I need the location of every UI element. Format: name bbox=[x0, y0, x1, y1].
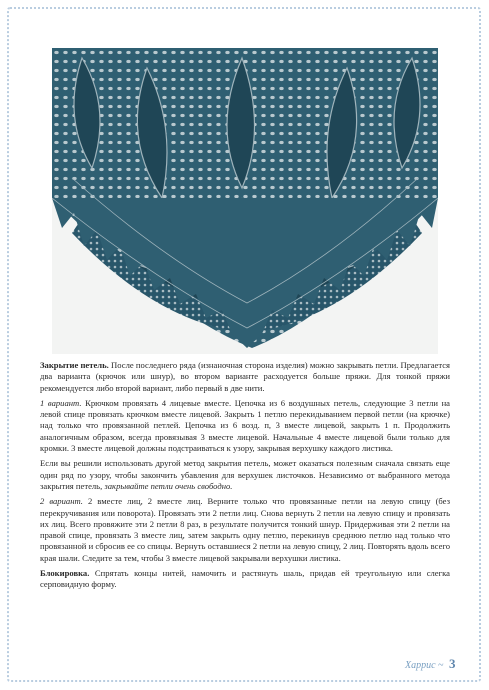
page-number: 3 bbox=[448, 656, 456, 671]
paragraph-variant-2: 2 вариант. 2 вместе лиц, 2 вместе лиц. Верните только что провязанные петли на левую спицу (без перекручивания или поворота). Провязать эти 2 петли лиц. Снова вернуть 2 петли на левую спицу и провязать их лиц. Всего провяжите эти 2 петли 8 раз, в результате получится тонкий шнур. Придерживая эти 2 петли на правой спице, провязать 3 вместе лиц, затем закрыть одну петлю, перекинув среднюю петлю над только что провязанной и сбросив ее со спицы. Вернуть оставшиеся 2 петли на левую спицу, 2 лиц. Повторять вдоль всего края шали. Следите за тем, чтобы 3 вместе лицевой закрывали верхушки листика. bbox=[40, 496, 451, 563]
body-text bbox=[40, 360, 450, 595]
paragraph-other-method: Если вы решили использовать другой метод закрытия петель, может оказаться полезным сначала связать еще один ряд по узору, чтобы закончить убавления для верхушек листочков. Независимо от выбранного метода закрытия петель, закрывайте петли очень свободно. bbox=[40, 458, 450, 491]
paragraph-variant-1: 1 вариант. Крючком провязать 4 лицевые вместе. Цепочка из 6 воздушных петель, следующие 3 петли на левой спице провязать крючком вместе лицевой. Закрыть 1 петлю перекидыванием первой петли (на крючке) над только что провязанной петлей. Цепочка из 6 возд. п, 3 вместе лицевой, закрыть 1 п. Продолжить аналогичным образом, всегда провязывая 3 вместе лицевой. Начальные 4 вместе лицевой были только для кромки. 3 вместе лицевой должны подстраиваться к узору, закрывая верхушку каждого листика. bbox=[40, 397, 450, 454]
heading-variant-1: 1 вариант. bbox=[40, 397, 82, 408]
paragraph-blocking: Блокировка. Спрятать концы нитей, намочить и растянуть шаль, придав ей треугольную или слегка серповидную форму. bbox=[40, 568, 450, 590]
heading-variant-2: 2 вариант. bbox=[40, 496, 83, 507]
heading-blocking: Блокировка. bbox=[40, 568, 90, 579]
paragraph-bind-off: Закрытие петель. После последнего ряда (изнаночная сторона изделия) можно закрывать петли. Предлагается два варианта (крючок или шнур), во втором варианте расходуется больше пряжи. Для тонкой пряжи рекомендуется либо второй вариант, либо первый в две нити. bbox=[40, 360, 451, 393]
heading-bind-off: Закрытие петель. bbox=[40, 360, 109, 370]
footer-name: Харрис bbox=[405, 660, 436, 671]
knitted-shawl-photo bbox=[52, 48, 438, 354]
page-footer: Харрис ~ 3 bbox=[405, 656, 456, 671]
